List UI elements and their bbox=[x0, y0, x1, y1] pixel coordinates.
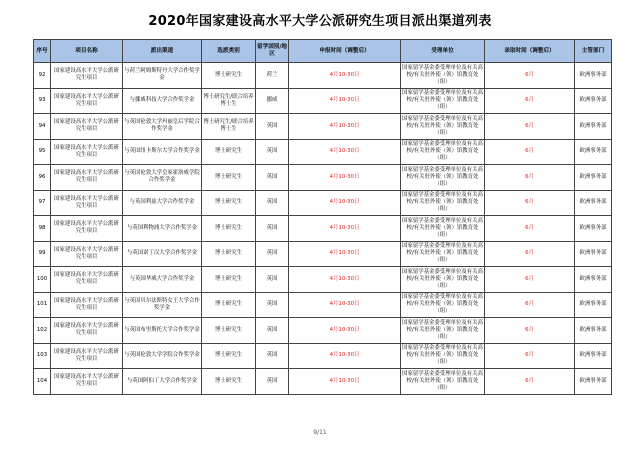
cell-unit: 国家留学基金委受理单位及有关高校/有关驻外使（领）馆教育处（组） bbox=[401, 63, 485, 89]
cell-unit: 国家留学基金委受理单位及有关高校/有关驻外使（领）馆教育处（组） bbox=[401, 343, 485, 369]
cell-admit-time: 6月 bbox=[485, 190, 575, 216]
table-row bbox=[34, 88, 612, 114]
cell-project: 国家建设高水平大学公派研究生项目 bbox=[51, 216, 123, 242]
cell-unit: 国家留学基金委受理单位及有关高校/有关驻外使（领）馆教育处（组） bbox=[401, 241, 485, 267]
cell-apply-time: 4月10-30日 bbox=[289, 63, 401, 89]
table-row bbox=[34, 139, 612, 165]
cell-no: 95 bbox=[34, 139, 51, 165]
col-header-country: 留学国别/地区 bbox=[256, 40, 289, 63]
cell-category: 博士研究生 bbox=[202, 343, 256, 369]
cell-channel: 与英国伦敦大学学院合作奖学金 bbox=[123, 343, 202, 369]
cell-admit-time: 6月 bbox=[485, 63, 575, 89]
table-row bbox=[34, 216, 612, 242]
table-row bbox=[34, 343, 612, 369]
col-header-dept: 主管部门 bbox=[575, 40, 612, 63]
cell-channel: 与英国利兹大学合作奖学金 bbox=[123, 190, 202, 216]
cell-project: 国家建设高水平大学公派研究生项目 bbox=[51, 114, 123, 140]
col-header-admit-time: 录取时间（调整后） bbox=[485, 40, 575, 63]
cell-unit: 国家留学基金委受理单位及有关高校/有关驻外使（领）馆教育处（组） bbox=[401, 165, 485, 191]
cell-country: 英国 bbox=[256, 216, 289, 242]
cell-apply-time: 4月10-30日 bbox=[289, 165, 401, 191]
cell-channel: 与英国阿伯丁大学合作奖学金 bbox=[123, 369, 202, 395]
cell-country: 英国 bbox=[256, 267, 289, 293]
cell-dept: 欧洲事务部 bbox=[575, 343, 612, 369]
cell-dept: 欧洲事务部 bbox=[575, 88, 612, 114]
cell-country: 英国 bbox=[256, 343, 289, 369]
cell-country: 英国 bbox=[256, 292, 289, 318]
cell-category: 博士研究生 bbox=[202, 292, 256, 318]
cell-country: 英国 bbox=[256, 190, 289, 216]
cell-country: 英国 bbox=[256, 241, 289, 267]
col-header-apply-time: 申报时间（调整后） bbox=[289, 40, 401, 63]
cell-project: 国家建设高水平大学公派研究生项目 bbox=[51, 241, 123, 267]
cell-channel: 与英国利物浦大学合作奖学金 bbox=[123, 216, 202, 242]
cell-apply-time: 4月10-30日 bbox=[289, 88, 401, 114]
table-row bbox=[34, 190, 612, 216]
cell-category: 博士研究生/联合培养博士生 bbox=[202, 114, 256, 140]
col-header-unit: 受理单位 bbox=[401, 40, 485, 63]
cell-unit: 国家留学基金委受理单位及有关高校/有关驻外使（领）馆教育处（组） bbox=[401, 114, 485, 140]
cell-unit: 国家留学基金委受理单位及有关高校/有关驻外使（领）馆教育处（组） bbox=[401, 267, 485, 293]
cell-dept: 欧洲事务部 bbox=[575, 267, 612, 293]
cell-no: 99 bbox=[34, 241, 51, 267]
cell-apply-time: 4月10-30日 bbox=[289, 343, 401, 369]
cell-admit-time: 6月 bbox=[485, 292, 575, 318]
cell-channel: 与英国布里斯托大学合作奖学金 bbox=[123, 318, 202, 344]
cell-no: 104 bbox=[34, 369, 51, 395]
cell-apply-time: 4月10-30日 bbox=[289, 267, 401, 293]
table-body bbox=[34, 63, 612, 395]
cell-dept: 欧洲事务部 bbox=[575, 241, 612, 267]
cell-no: 101 bbox=[34, 292, 51, 318]
cell-dept: 欧洲事务部 bbox=[575, 369, 612, 395]
cell-channel: 与英国诺丁汉大学合作奖学金 bbox=[123, 241, 202, 267]
cell-apply-time: 4月10-30日 bbox=[289, 318, 401, 344]
cell-category: 博士研究生 bbox=[202, 369, 256, 395]
cell-dept: 欧洲事务部 bbox=[575, 216, 612, 242]
cell-project: 国家建设高水平大学公派研究生项目 bbox=[51, 165, 123, 191]
cell-dept: 欧洲事务部 bbox=[575, 63, 612, 89]
table-row bbox=[34, 318, 612, 344]
cell-admit-time: 6月 bbox=[485, 267, 575, 293]
cell-admit-time: 6月 bbox=[485, 216, 575, 242]
cell-channel: 与英国纽卡斯尔大学合作奖学金 bbox=[123, 139, 202, 165]
table-row bbox=[34, 267, 612, 293]
cell-channel: 与挪威科技大学合作奖学金 bbox=[123, 88, 202, 114]
cell-channel: 与英国华威大学合作奖学金 bbox=[123, 267, 202, 293]
cell-admit-time: 6月 bbox=[485, 318, 575, 344]
cell-project: 国家建设高水平大学公派研究生项目 bbox=[51, 63, 123, 89]
cell-country: 英国 bbox=[256, 165, 289, 191]
cell-no: 94 bbox=[34, 114, 51, 140]
cell-no: 96 bbox=[34, 165, 51, 191]
table-row bbox=[34, 241, 612, 267]
table-row bbox=[34, 63, 612, 89]
cell-admit-time: 6月 bbox=[485, 369, 575, 395]
cell-project: 国家建设高水平大学公派研究生项目 bbox=[51, 267, 123, 293]
cell-no: 93 bbox=[34, 88, 51, 114]
table-row bbox=[34, 114, 612, 140]
table-row bbox=[34, 369, 612, 395]
col-header-no: 序号 bbox=[34, 40, 51, 63]
cell-country: 挪威 bbox=[256, 88, 289, 114]
cell-channel: 与英国贝尔法斯特女王大学合作奖学金 bbox=[123, 292, 202, 318]
cell-project: 国家建设高水平大学公派研究生项目 bbox=[51, 190, 123, 216]
cell-country: 英国 bbox=[256, 318, 289, 344]
col-header-project: 项目名称 bbox=[51, 40, 123, 63]
cell-admit-time: 6月 bbox=[485, 165, 575, 191]
cell-category: 博士研究生 bbox=[202, 165, 256, 191]
cell-dept: 欧洲事务部 bbox=[575, 165, 612, 191]
cell-no: 102 bbox=[34, 318, 51, 344]
cell-channel: 与荷兰阿姆斯特丹大学合作奖学金 bbox=[123, 63, 202, 89]
cell-country: 英国 bbox=[256, 114, 289, 140]
cell-unit: 国家留学基金委受理单位及有关高校/有关驻外使（领）馆教育处（组） bbox=[401, 190, 485, 216]
cell-apply-time: 4月10-30日 bbox=[289, 369, 401, 395]
cell-apply-time: 4月10-30日 bbox=[289, 139, 401, 165]
cell-dept: 欧洲事务部 bbox=[575, 292, 612, 318]
cell-category: 博士研究生 bbox=[202, 216, 256, 242]
col-header-category: 选派类别 bbox=[202, 40, 256, 63]
cell-country: 英国 bbox=[256, 139, 289, 165]
cell-project: 国家建设高水平大学公派研究生项目 bbox=[51, 292, 123, 318]
header-row bbox=[34, 40, 612, 63]
cell-project: 国家建设高水平大学公派研究生项目 bbox=[51, 343, 123, 369]
cell-country: 荷兰 bbox=[256, 63, 289, 89]
cell-admit-time: 6月 bbox=[485, 114, 575, 140]
cell-no: 98 bbox=[34, 216, 51, 242]
cell-admit-time: 6月 bbox=[485, 343, 575, 369]
cell-channel: 与英国伦敦大学玛丽皇后学院合作奖学金 bbox=[123, 114, 202, 140]
cell-dept: 欧洲事务部 bbox=[575, 139, 612, 165]
cell-category: 博士研究生 bbox=[202, 267, 256, 293]
cell-admit-time: 6月 bbox=[485, 241, 575, 267]
cell-dept: 欧洲事务部 bbox=[575, 190, 612, 216]
channel-table bbox=[33, 39, 612, 395]
cell-no: 97 bbox=[34, 190, 51, 216]
cell-country: 英国 bbox=[256, 369, 289, 395]
cell-channel: 与英国伦敦大学皇家霍洛威学院合作奖学金 bbox=[123, 165, 202, 191]
page-title: 2020年国家建设高水平大学公派研究生项目派出渠道列表 bbox=[148, 14, 492, 29]
cell-project: 国家建设高水平大学公派研究生项目 bbox=[51, 139, 123, 165]
cell-unit: 国家留学基金委受理单位及有关高校/有关驻外使（领）馆教育处（组） bbox=[401, 139, 485, 165]
cell-unit: 国家留学基金委受理单位及有关高校/有关驻外使（领）馆教育处（组） bbox=[401, 88, 485, 114]
cell-category: 博士研究生 bbox=[202, 190, 256, 216]
cell-no: 103 bbox=[34, 343, 51, 369]
cell-apply-time: 4月10-30日 bbox=[289, 292, 401, 318]
cell-admit-time: 6月 bbox=[485, 139, 575, 165]
cell-apply-time: 4月10-30日 bbox=[289, 241, 401, 267]
cell-admit-time: 6月 bbox=[485, 88, 575, 114]
cell-category: 博士研究生 bbox=[202, 139, 256, 165]
table-row bbox=[34, 292, 612, 318]
cell-apply-time: 4月10-30日 bbox=[289, 114, 401, 140]
cell-no: 100 bbox=[34, 267, 51, 293]
col-header-channel: 派出渠道 bbox=[123, 40, 202, 63]
cell-category: 博士研究生 bbox=[202, 318, 256, 344]
cell-unit: 国家留学基金委受理单位及有关高校/有关驻外使（领）馆教育处（组） bbox=[401, 216, 485, 242]
cell-dept: 欧洲事务部 bbox=[575, 318, 612, 344]
cell-unit: 国家留学基金委受理单位及有关高校/有关驻外使（领）馆教育处（组） bbox=[401, 318, 485, 344]
cell-no: 92 bbox=[34, 63, 51, 89]
cell-category: 博士研究生 bbox=[202, 241, 256, 267]
cell-unit: 国家留学基金委受理单位及有关高校/有关驻外使（领）馆教育处（组） bbox=[401, 369, 485, 395]
table-row bbox=[34, 165, 612, 191]
cell-apply-time: 4月10-30日 bbox=[289, 216, 401, 242]
page-number: 9/11 bbox=[313, 429, 327, 436]
cell-apply-time: 4月10-30日 bbox=[289, 190, 401, 216]
cell-category: 博士研究生 bbox=[202, 63, 256, 89]
cell-project: 国家建设高水平大学公派研究生项目 bbox=[51, 318, 123, 344]
cell-unit: 国家留学基金委受理单位及有关高校/有关驻外使（领）馆教育处（组） bbox=[401, 292, 485, 318]
cell-dept: 欧洲事务部 bbox=[575, 114, 612, 140]
cell-project: 国家建设高水平大学公派研究生项目 bbox=[51, 88, 123, 114]
cell-category: 博士研究生/联合培养博士生 bbox=[202, 88, 256, 114]
cell-project: 国家建设高水平大学公派研究生项目 bbox=[51, 369, 123, 395]
